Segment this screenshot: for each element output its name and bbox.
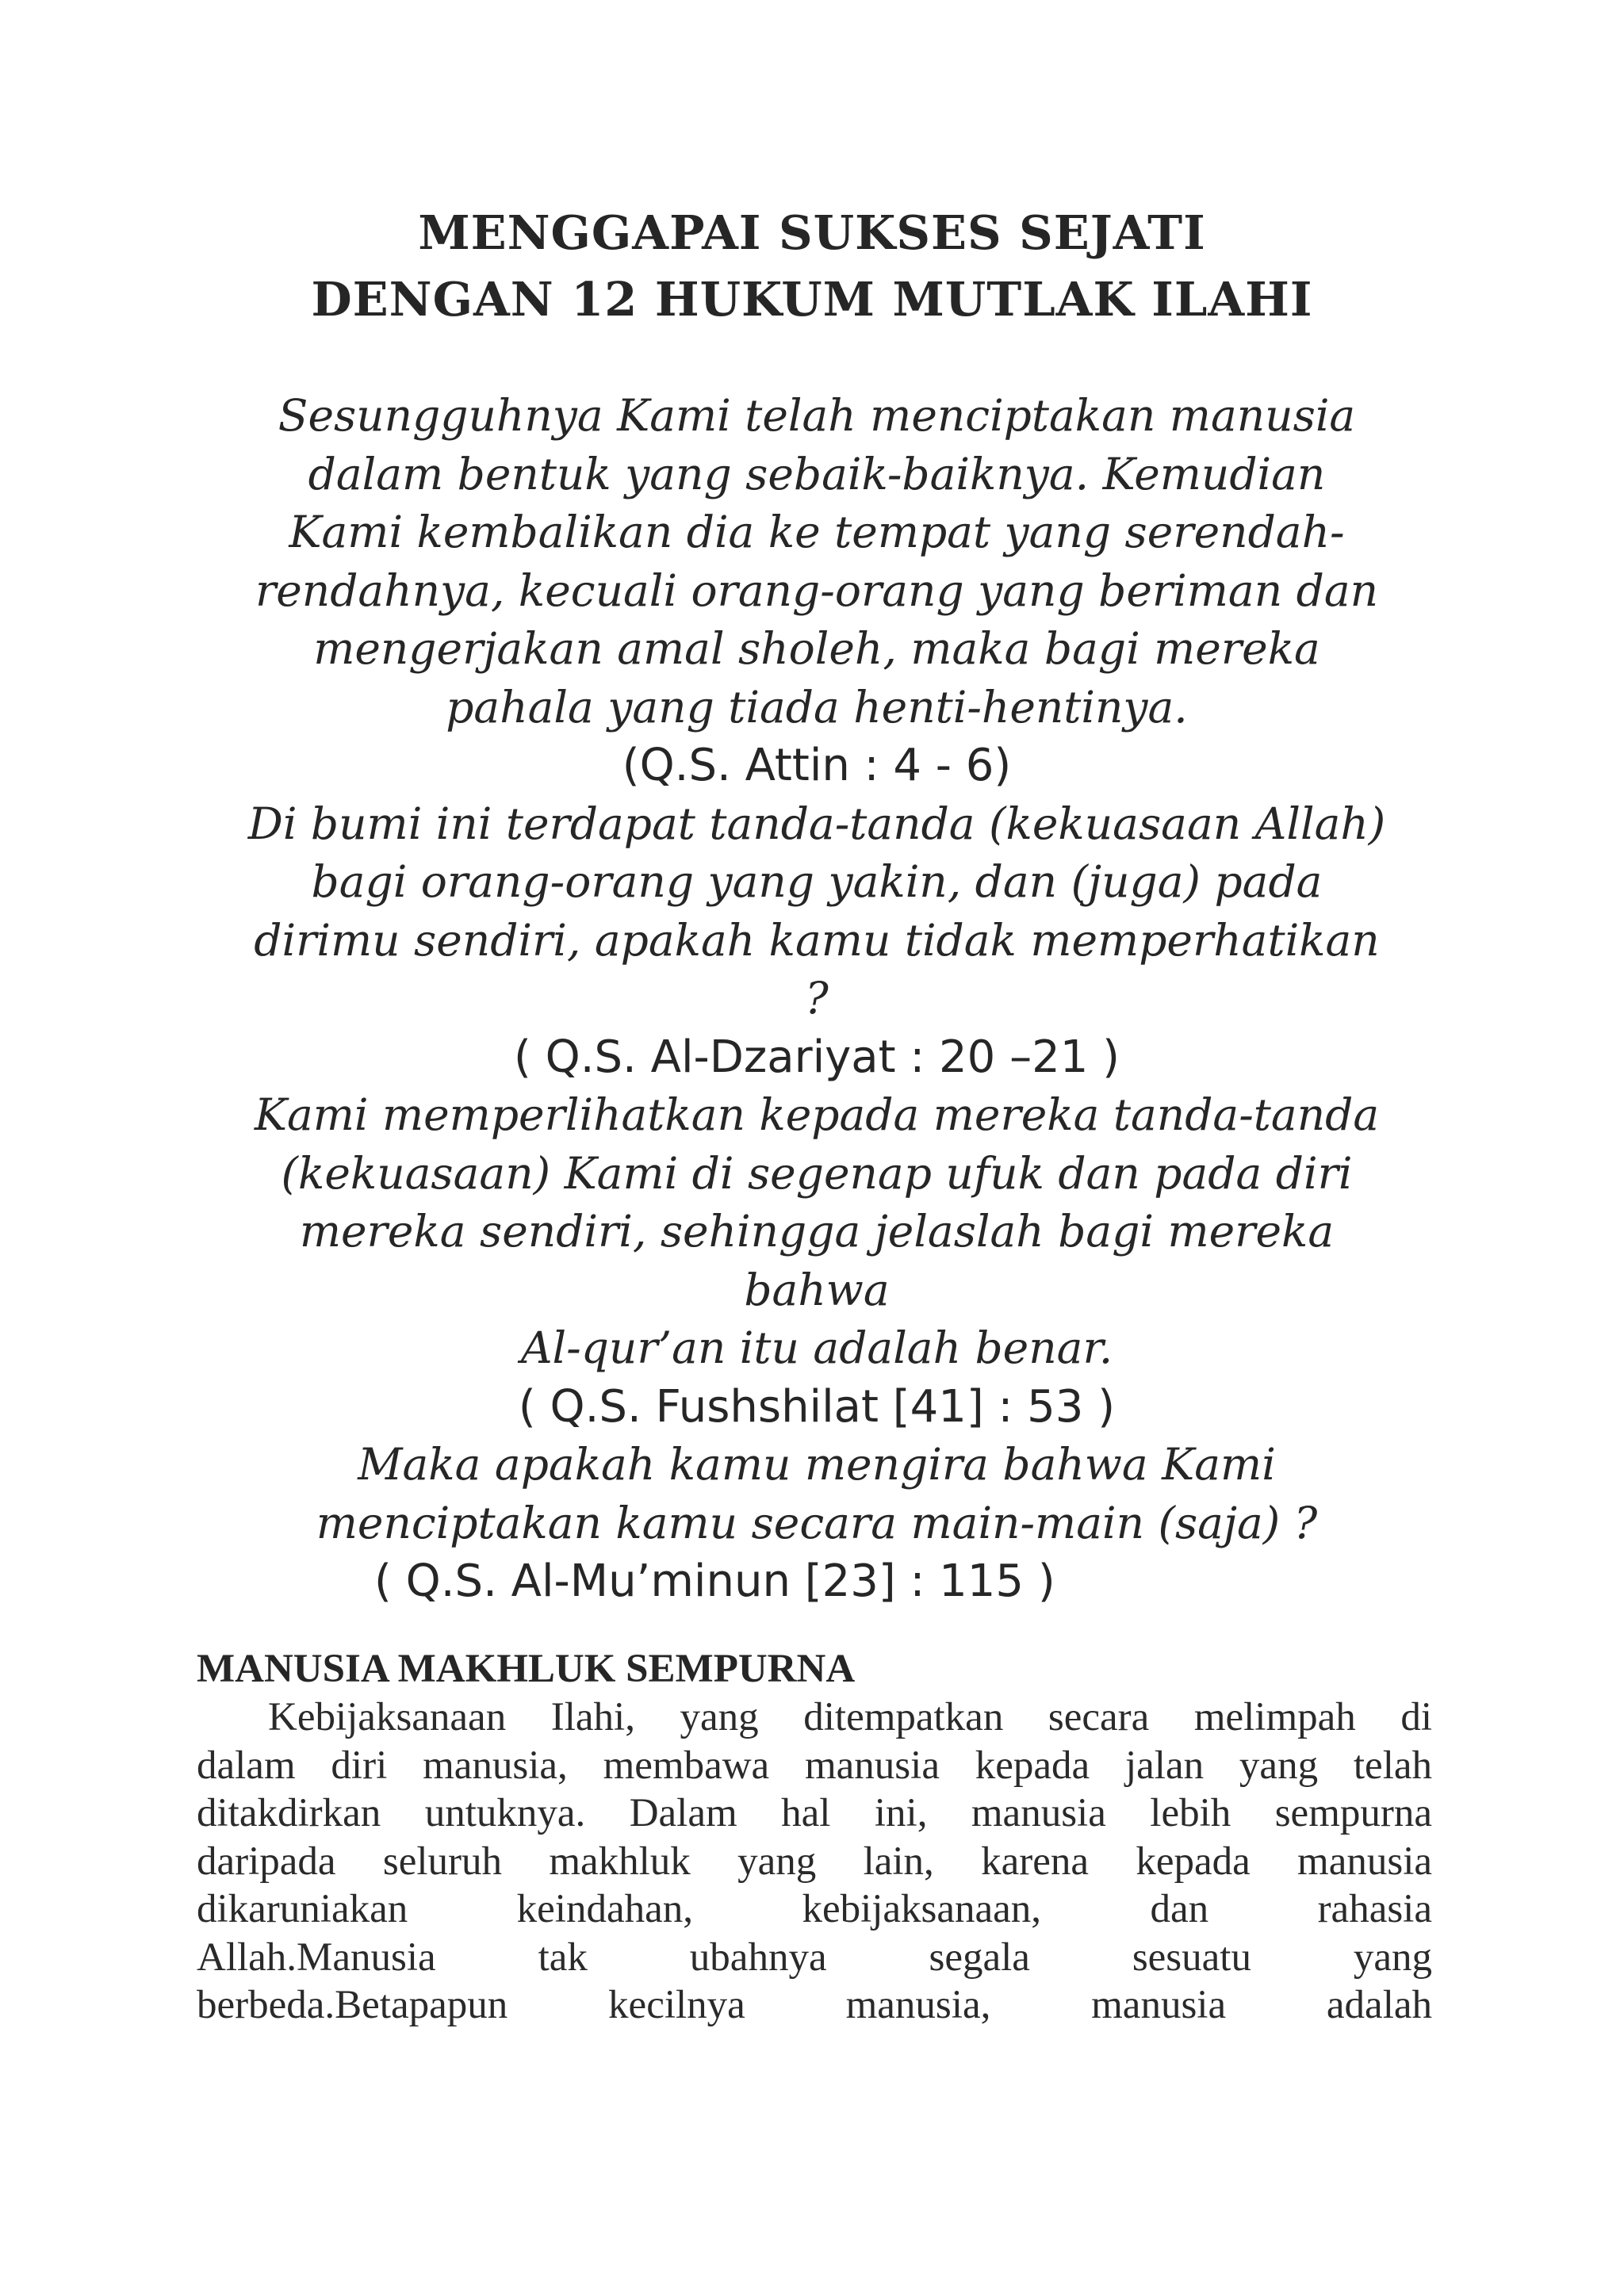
section-heading: MANUSIA MAKHLUK SEMPURNA: [197, 1647, 856, 1691]
quran-quotes: [190, 387, 1443, 1611]
paragraph-line: dalam diri manusia, membawa manusia kepada jalan yang telah: [197, 1743, 1432, 1788]
paragraph-line: dikaruniakan keindahan, kebijaksanaan, dan rahasia: [197, 1887, 1432, 1931]
paragraph-line: ditakdirkan untuknya. Dalam hal ini, manusia lebih sempurna: [197, 1791, 1432, 1835]
paragraph-line: Allah.Manusia tak ubahnya segala sesuatu yang: [197, 1934, 1432, 1980]
paragraph-line: daripada seluruh makhluk yang lain, karena kepada manusia: [197, 1839, 1432, 1884]
quote-reference: ( Q.S. Al-Dzariyat : 20 –21 ): [513, 1031, 1120, 1083]
verse-line: Di bumi ini terdapat tanda-tanda (kekuasaan Allah): [247, 798, 1386, 849]
quote-verse: [190, 795, 1443, 1028]
title-line-2: DENGAN 12 HUKUM MUTLAK ILAHI: [311, 272, 1313, 327]
title-line-1: MENGGAPAI SUKSES SEJATI: [418, 205, 1206, 260]
quote-reference: (Q.S. Attin : 4 - 6): [622, 740, 1012, 791]
verse-line: bagi orang-orang yang yakin, dan (juga) pada: [311, 856, 1323, 907]
verse-line: Sesungguhnya Kami telah menciptakan manusia: [278, 390, 1356, 441]
document-title: [0, 200, 1624, 333]
verse-line: Kami memperlihatkan kepada mereka tanda-tanda: [254, 1089, 1380, 1140]
verse-line: dalam bentuk yang sebaik-baiknya. Kemudian: [308, 448, 1326, 499]
verse-line: mengerjakan amal sholeh, maka bagi mereka: [313, 623, 1320, 674]
verse-line: rendahnya, kecuali orang-orang yang beriman dan: [255, 564, 1379, 616]
quote-reference: ( Q.S. Fushshilat [41] : 53 ): [518, 1380, 1116, 1433]
verse-line: Kami kembalikan dia ke tempat yang serendah-: [289, 507, 1345, 557]
verse-line: bahwa: [744, 1264, 890, 1315]
quote-verse: [190, 1086, 1443, 1378]
verse-line: Al-qur’an itu adalah benar.: [520, 1322, 1113, 1373]
quote-verse: [190, 387, 1443, 737]
verse-line: Maka apakah kamu mengira bahwa Kami: [358, 1439, 1276, 1490]
paragraph-line: berbeda.Betapapun kecilnya manusia, manusia adalah: [197, 1983, 1432, 2027]
section-paragraph: [197, 1693, 1432, 2030]
verse-line: mereka sendiri, sehingga jelaslah bagi mereka: [299, 1206, 1335, 1257]
paragraph-line: Kebijaksanaan Ilahi, yang ditempatkan secara melimpah di: [268, 1695, 1432, 1739]
verse-line: ?: [805, 973, 829, 1024]
verse-line: dirimu sendiri, apakah kamu tidak memperhatikan: [254, 914, 1380, 966]
verse-line: (kekuasaan) Kami di segenap ufuk dan pada diri: [281, 1147, 1353, 1199]
quote-reference: ( Q.S. Al-Mu’minun [23] : 115 ): [374, 1556, 1055, 1607]
quote-verse: [190, 1436, 1443, 1552]
verse-line: pahala yang tiada henti-hentinya.: [446, 681, 1188, 733]
verse-line: menciptakan kamu secara main-main (saja) ?: [316, 1497, 1318, 1548]
